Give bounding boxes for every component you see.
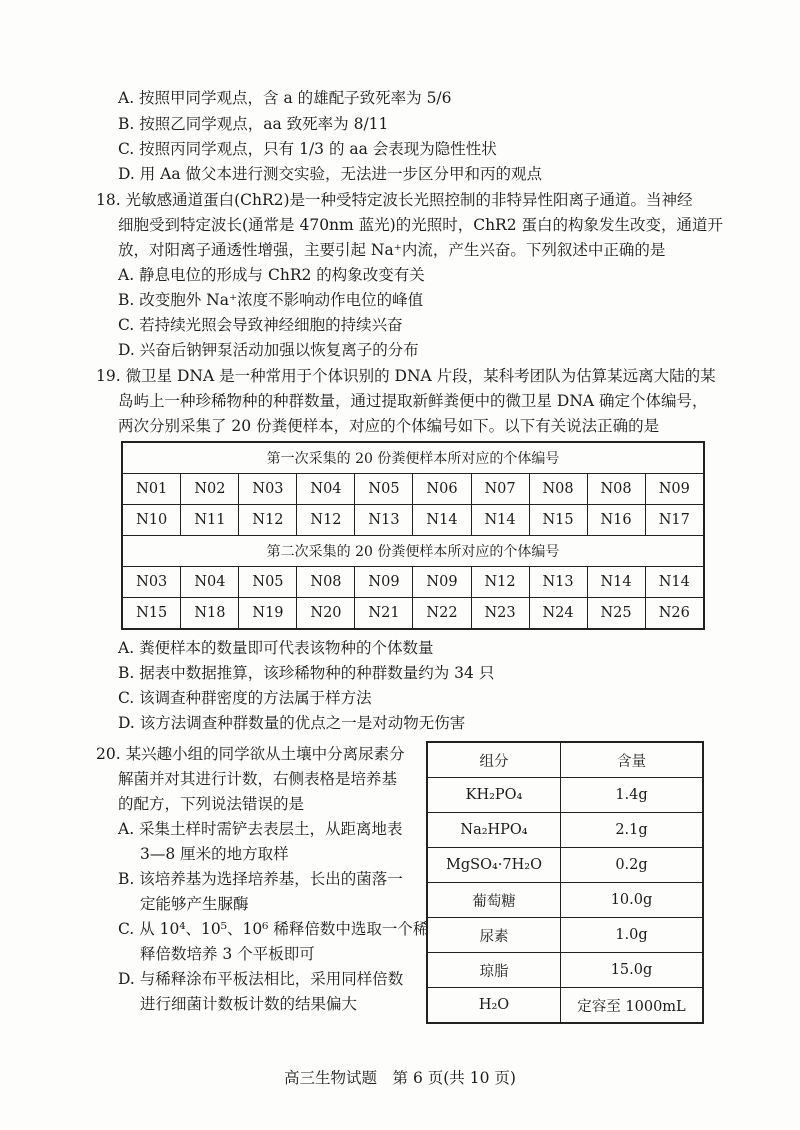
table-cell: N03	[122, 567, 181, 598]
q18-stem-line-1: 18. 光敏感通道蛋白(ChR2)是一种受特定波长光照控制的非特异性阳离子通道。当神经	[96, 191, 693, 209]
table-cell: 尿素	[427, 918, 561, 953]
medium-recipe-table	[426, 741, 704, 1024]
table-cell: N05	[355, 474, 413, 505]
q17-option-b: B. 按照乙同学观点，aa 致死率为 8/11	[118, 115, 389, 133]
table-cell: 1.4g	[561, 778, 704, 813]
table-cell: N26	[645, 598, 704, 630]
table-cell: N14	[471, 505, 529, 536]
q20-option-d-cont: 进行细菌计数板计数的结果偏大	[140, 995, 358, 1013]
table-cell: 0.2g	[561, 848, 704, 883]
q18-option-a: A. 静息电位的形成与 ChR2 的构象改变有关	[118, 266, 425, 284]
q17-option-c: C. 按照丙同学观点，只有 1/3 的 aa 会表现为隐性性状	[118, 140, 497, 158]
table-cell: N02	[181, 474, 239, 505]
first-sampling-header: 第一次采集的 20 份粪便样本所对应的个体编号	[122, 442, 704, 474]
q20-option-a-cont: 3—8 厘米的地方取样	[140, 845, 289, 863]
table-header-row	[427, 742, 703, 778]
table-cell: N01	[122, 474, 181, 505]
table-cell: 10.0g	[561, 883, 704, 918]
table-cell: N15	[529, 505, 587, 536]
table-cell: 15.0g	[561, 953, 704, 988]
table-cell: N13	[529, 567, 587, 598]
table-cell: N09	[355, 567, 413, 598]
table-cell: N04	[181, 567, 239, 598]
table-cell: N12	[239, 505, 297, 536]
table-cell: 1.0g	[561, 918, 704, 953]
table-cell: N12	[297, 505, 355, 536]
table-cell: N14	[587, 567, 645, 598]
table-cell: H₂O	[427, 988, 561, 1024]
q19-stem-line-3: 两次分别采集了 20 份粪便样本，对应的个体编号如下。以下有关说法正确的是	[118, 417, 660, 435]
table-cell: 琼脂	[427, 953, 561, 988]
table-cell: N14	[413, 505, 471, 536]
table-cell: N15	[122, 598, 181, 630]
table-row	[122, 598, 704, 630]
q20-option-a: A. 采集土样时需铲去表层土，从距离地表	[118, 820, 403, 838]
table-row	[122, 474, 704, 505]
page-footer: 高三生物试题 第 6 页(共 10 页)	[284, 1069, 516, 1087]
q20-option-c: C. 从 10⁴、10⁵、10⁶ 稀释倍数中选取一个稀	[118, 920, 429, 938]
table-cell: Na₂HPO₄	[427, 813, 561, 848]
table-cell: N19	[239, 598, 297, 630]
table-cell: N22	[413, 598, 471, 630]
q17-option-d: D. 用 Aa 做父本进行测交实验，无法进一步区分甲和丙的观点	[118, 165, 543, 183]
table-cell: N08	[587, 474, 645, 505]
table-cell: N08	[297, 567, 355, 598]
q18-option-c: C. 若持续光照会导致神经细胞的持续兴奋	[118, 316, 403, 334]
table-cell: N12	[471, 567, 529, 598]
table-row	[427, 988, 703, 1024]
table-cell: N08	[529, 474, 587, 505]
column-header-amount: 含量	[561, 742, 704, 778]
q19-stem-line-2: 岛屿上一种珍稀物种的种群数量，通过提取新鲜粪便中的微卫星 DNA 确定个体编号，	[118, 392, 708, 410]
table-cell: N14	[645, 567, 704, 598]
q19-option-b: B. 据表中数据推算，该珍稀物种的种群数量约为 34 只	[118, 664, 495, 682]
q18-option-d: D. 兴奋后钠钾泵活动加强以恢复离子的分布	[118, 341, 419, 359]
table-row	[122, 567, 704, 598]
table-cell: MgSO₄·7H₂O	[427, 848, 561, 883]
q18-option-b: B. 改变胞外 Na⁺浓度不影响动作电位的峰值	[118, 291, 424, 309]
q20-option-b: B. 该培养基为选择培养基，长出的菌落一	[118, 870, 403, 888]
column-header-component: 组分	[427, 742, 561, 778]
table-row	[427, 778, 703, 813]
table-cell: N24	[529, 598, 587, 630]
table-row	[427, 813, 703, 848]
table-cell: N25	[587, 598, 645, 630]
table-cell: N20	[297, 598, 355, 630]
table-cell: N17	[645, 505, 704, 536]
table-cell: KH₂PO₄	[427, 778, 561, 813]
table-cell: N23	[471, 598, 529, 630]
q19-option-d: D. 该方法调查种群数量的优点之一是对动物无伤害	[118, 714, 466, 732]
table-cell: N09	[413, 567, 471, 598]
table-cell: N04	[297, 474, 355, 505]
second-sampling-header: 第二次采集的 20 份粪便样本所对应的个体编号	[122, 536, 704, 567]
table-row	[427, 883, 703, 918]
q19-option-a: A. 粪便样本的数量即可代表该物种的个体数量	[118, 639, 434, 657]
table-row	[427, 953, 703, 988]
table-cell: N18	[181, 598, 239, 630]
table-cell: 2.1g	[561, 813, 704, 848]
table-cell: N11	[181, 505, 239, 536]
q20-option-b-cont: 定能够产生脲酶	[140, 895, 249, 913]
table-cell: N03	[239, 474, 297, 505]
table-cell: 定容至 1000mL	[561, 988, 704, 1024]
table-cell: N05	[239, 567, 297, 598]
table-cell: N09	[645, 474, 704, 505]
q20-option-d: D. 与稀释涂布平板法相比，采用同样倍数	[118, 970, 404, 988]
q20-stem-line-3: 的配方，下列说法错误的是	[118, 795, 305, 813]
table-cell: N10	[122, 505, 181, 536]
table-row	[427, 848, 703, 883]
q19-stem-line-1: 19. 微卫星 DNA 是一种常用于个体识别的 DNA 片段，某科考团队为估算某远离大陆的某	[96, 367, 716, 385]
table-row	[122, 505, 704, 536]
table-cell: 葡萄糖	[427, 883, 561, 918]
q18-stem-line-3: 放，对阳离子通透性增强，主要引起 Na⁺内流，产生兴奋。下列叙述中正确的是	[118, 241, 666, 259]
q20-option-c-cont: 释倍数培养 3 个平板即可	[140, 945, 315, 963]
table-row	[427, 918, 703, 953]
q20-stem-line-2: 解菌并对其进行计数，右侧表格是培养基	[118, 770, 398, 788]
q19-option-c: C. 该调查种群密度的方法属于样方法	[118, 689, 372, 707]
q17-option-a: A. 按照甲同学观点，含 a 的雄配子致死率为 5/6	[118, 89, 452, 107]
q19-individual-id-table	[121, 441, 705, 630]
table-cell: N07	[471, 474, 529, 505]
q18-stem-line-2: 细胞受到特定波长(通常是 470nm 蓝光)的光照时，ChR2 蛋白的构象发生改变，通道开	[118, 216, 724, 234]
table-cell: N21	[355, 598, 413, 630]
q20-stem-line-1: 20. 某兴趣小组的同学欲从土壤中分离尿素分	[96, 745, 405, 763]
table-cell: N13	[355, 505, 413, 536]
table-cell: N16	[587, 505, 645, 536]
table-cell: N06	[413, 474, 471, 505]
